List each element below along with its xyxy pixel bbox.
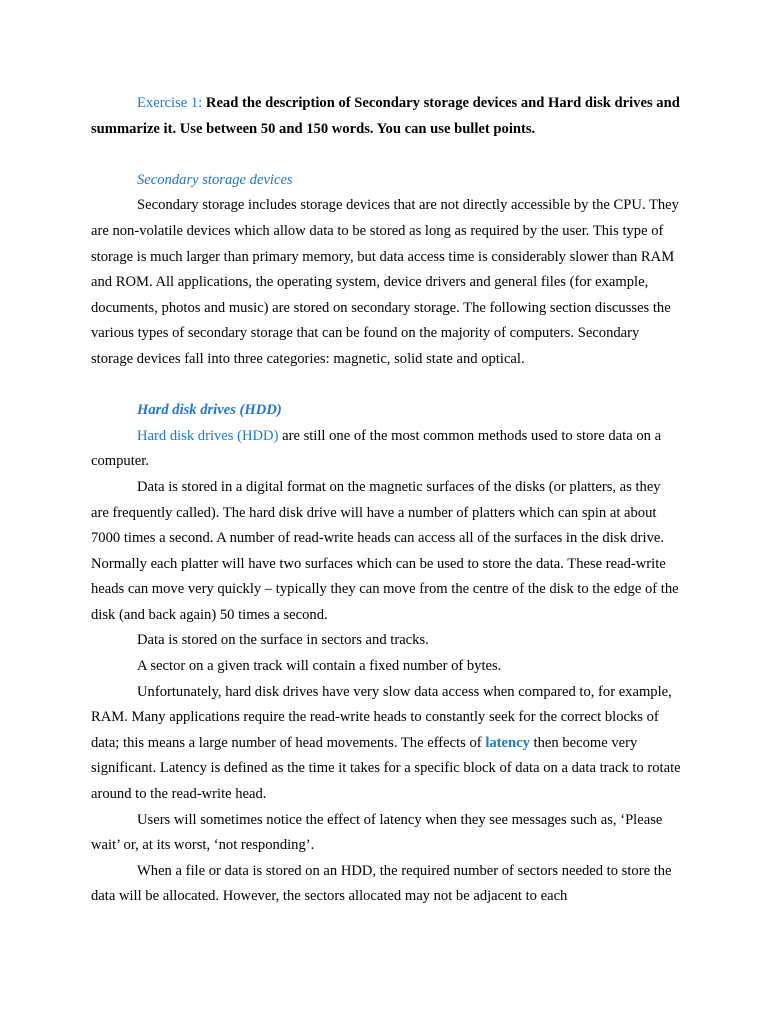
hdd-intro-text: are still one of the most common methods used to store data on a computer. [91,427,662,470]
latency-text-after: then become very significant. Latency is defined as the time it takes for a specific block of data on a data track to rotate around to the read-write head. [91,734,681,803]
latency-text-before: Unfortunately, hard disk drives have very slow data access when compared to, for example, RAM. Many applications require the read-write heads to constantly seek for the correct blocks of data; this means a large number of head movements. The effects of [91,683,672,751]
paragraph-secondary-storage: Secondary storage includes storage devices that are not directly accessible by the CPU. They are non-volatile devices which allow data to be stored as long as required by the user. This type of storage is much larger than primary memory, but data access time is considerably slower than RAM and ROM. All applications, the operating system, device drivers and general files (for example, documents, photos and music) are stored on secondary storage. The following section discusses the various types of secondary storage that can be found on the majority of computers. Secondary storage devices fall into three categories: magnetic, solid state and optical. [91,197,679,367]
latency-term: latency [485,734,530,751]
paragraph-hdd-platters: Data is stored in a digital format on the magnetic surfaces of the disks (or platters, as they are frequently called). The hard disk drive will have a number of platters which can spin at about 7000 times a second. A number of read-write heads can access all of the surfaces in the disk drive. Normally each platter will have two surfaces which can be used to store the data. These read-write heads can move very quickly – typically they can move from the centre of the disk to the edge of the disk (and back again) 50 times a second. [91,478,679,623]
paragraph-hdd-sectors: Data is stored on the surface in sectors and tracks. [137,632,429,649]
paragraph-hdd-latency [91,680,681,808]
paragraph-hdd-sector-bytes: A sector on a given track will contain a fixed number of bytes. [137,658,502,675]
section-heading-secondary-storage: Secondary storage devices [137,171,293,188]
spacer [91,142,681,168]
hdd-term: Hard disk drives (HDD) [137,427,279,444]
paragraph-hdd-allocation: When a file or data is stored on an HDD, the required number of sectors needed to store the data will be allocated. However, the sectors allocated may not be adjacent to each [91,862,672,905]
exercise-instruction-text: Read the description of Secondary storage devices and Hard disk drives and summarize it. Use between 50 and 150 words. You can use bullet points. [91,95,680,137]
document-page [91,91,681,910]
section-heading-hdd: Hard disk drives (HDD) [137,402,282,419]
exercise-label: Exercise 1: [137,95,203,111]
exercise-instruction [91,91,681,142]
paragraph-hdd-intro [91,424,681,475]
spacer [91,373,681,399]
paragraph-hdd-messages: Users will sometimes notice the effect of latency when they see messages such as, ‘Please wait’ or, at its worst, ‘not responding’. [91,811,663,854]
